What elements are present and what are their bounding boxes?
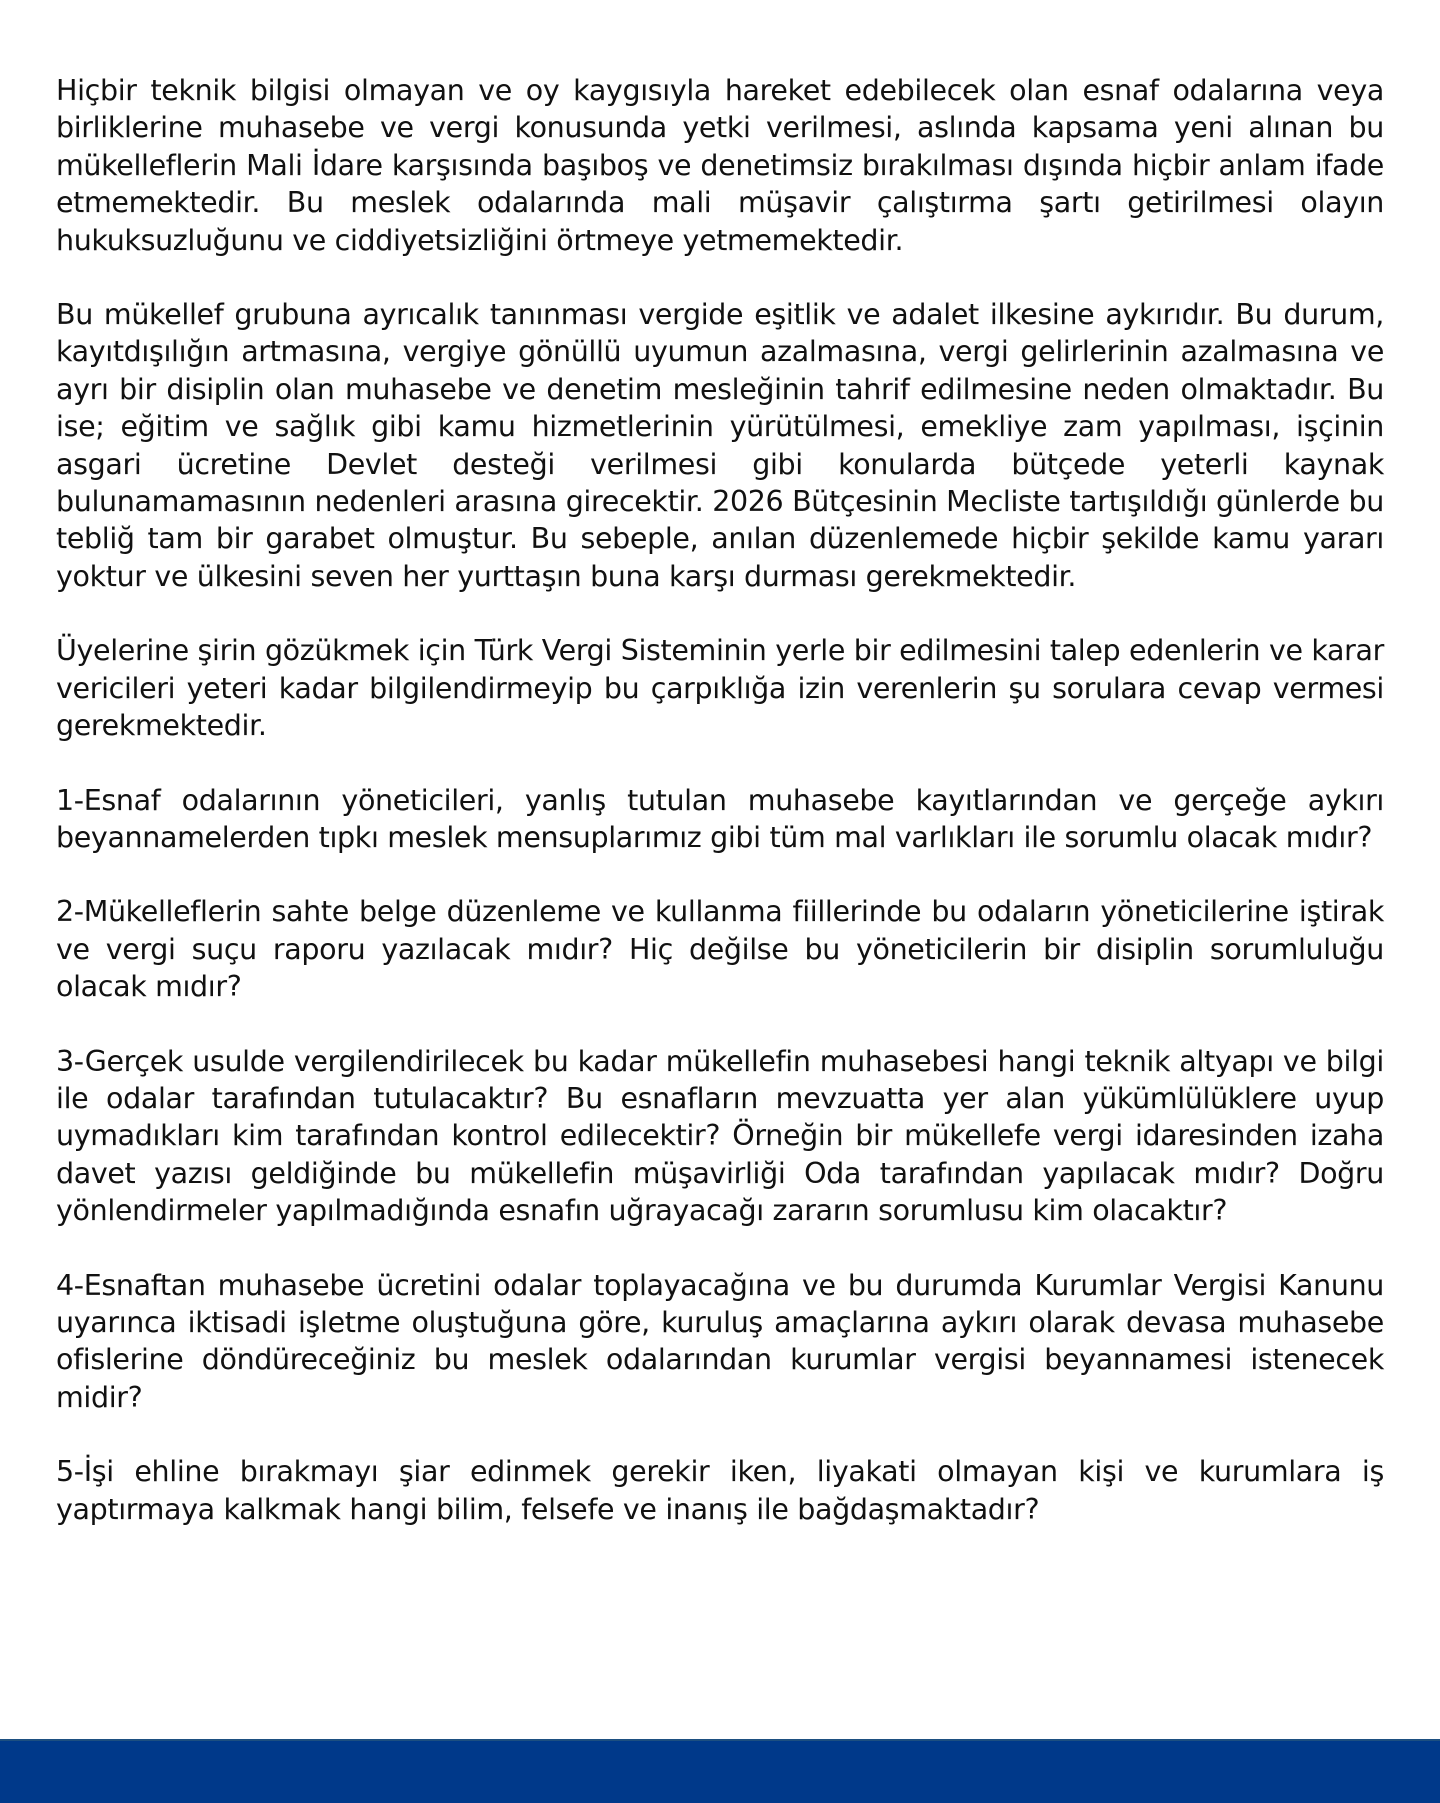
paragraph-intro: Hiçbir teknik bilgisi olmayan ve oy kaygısıyla hareket edebilecek olan esnaf odalarına veya birliklerine muhasebe ve vergi konusunda yetki verilmesi, aslında kapsama yeni alınan bu mükelleflerin Mali İdare karşısında başıboş ve denetimsiz bırakılması dışında hiçbir anlam ifade etmemektedir. Bu meslek odalarında mali müşavir çalıştırma şartı getirilmesi olayın hukuksuzluğunu ve ciddiyetsizliğini örtmeye yetmemektedir. <box>56 74 1384 257</box>
document-body <box>56 72 1384 1565</box>
question-4: 4-Esnaftan muhasebe ücretini odalar toplayacağına ve bu durumda Kurumlar Vergisi Kanunu uyarınca iktisadi işletme oluştuğuna göre, kuruluş amaçlarına aykırı olarak devasa muhasebe ofislerine döndüreceğiniz bu meslek odalarından kurumlar vergisi beyannamesi istenecek midir? <box>56 1268 1384 1414</box>
question-3: 3-Gerçek usulde vergilendirilecek bu kadar mükellefin muhasebesi hangi teknik altyapı ve bilgi ile odalar tarafından tutulacaktır? Bu esnafların mevzuatta yer alan yükümlülüklere uyup uymadıkları kim tarafından kontrol edilecektir? Örneğin bir mükellefe vergi idaresinden izaha davet yazısı geldiğinde bu mükellefin müşavirliği Oda tarafından yapılacak mıdır? Doğru yönlendirmeler yapılmadığında esnafın uğrayacağı zararın sorumlusu kim olacaktır? <box>56 1044 1384 1228</box>
paragraph-equality: Bu mükellef grubuna ayrıcalık tanınması vergide eşitlik ve adalet ilkesine aykırıdır. Bu durum, kayıtdışılığın artmasına, vergiye gönüllü uyumun azalmasına, vergi gelirlerinin azalmasına ve ayrı bir disiplin olan muhasebe ve denetim mesleğinin tahrif edilmesine neden olmaktadır. Bu ise; eğitim ve sağlık gibi kamu hizmetlerinin yürütülmesi, emekliye zam yapılması, işçinin asgari ücretine Devlet desteği verilmesi gibi konularda bütçede yeterli kaynak bulunamamasının nedenleri arasına girecektir. 2026 Bütçesinin Mecliste tartışıldığı günlerde bu tebliğ tam bir garabet olmuştur. Bu sebeple, anılan düzenlemede hiçbir şekilde kamu yararı yoktur ve ülkesini seven her yurttaşın buna karşı durması gerekmektedir. <box>56 298 1384 593</box>
footer-band <box>0 1739 1440 1803</box>
question-2: 2-Mükelleflerin sahte belge düzenleme ve kullanma fiillerinde bu odaların yöneticilerine iştirak ve vergi suçu raporu yazılacak mıdır? Hiç değilse bu yöneticilerin bir disiplin sorumluluğu olacak mıdır? <box>56 895 1384 1004</box>
paragraph-questions-intro: Üyelerine şirin gözükmek için Türk Vergi Sisteminin yerle bir edilmesini talep edenlerin ve karar vericileri yeteri kadar bilgilendirmeyip bu çarpıklığa izin verenlerin şu sorulara cevap vermesi gerekmektedir. <box>56 634 1384 743</box>
question-1: 1-Esnaf odalarının yöneticileri, yanlış tutulan muhasebe kayıtlarından ve gerçeğe aykırı beyannamelerden tıpkı meslek mensuplarımız gibi tüm mal varlıkları ile sorumlu olacak mıdır? <box>56 783 1384 854</box>
question-5: 5-İşi ehline bırakmayı şiar edinmek gerekir iken, liyakati olmayan kişi ve kurumlara iş yaptırmaya kalkmak hangi bilim, felsefe ve inanış ile bağdaşmaktadır? <box>56 1455 1384 1526</box>
